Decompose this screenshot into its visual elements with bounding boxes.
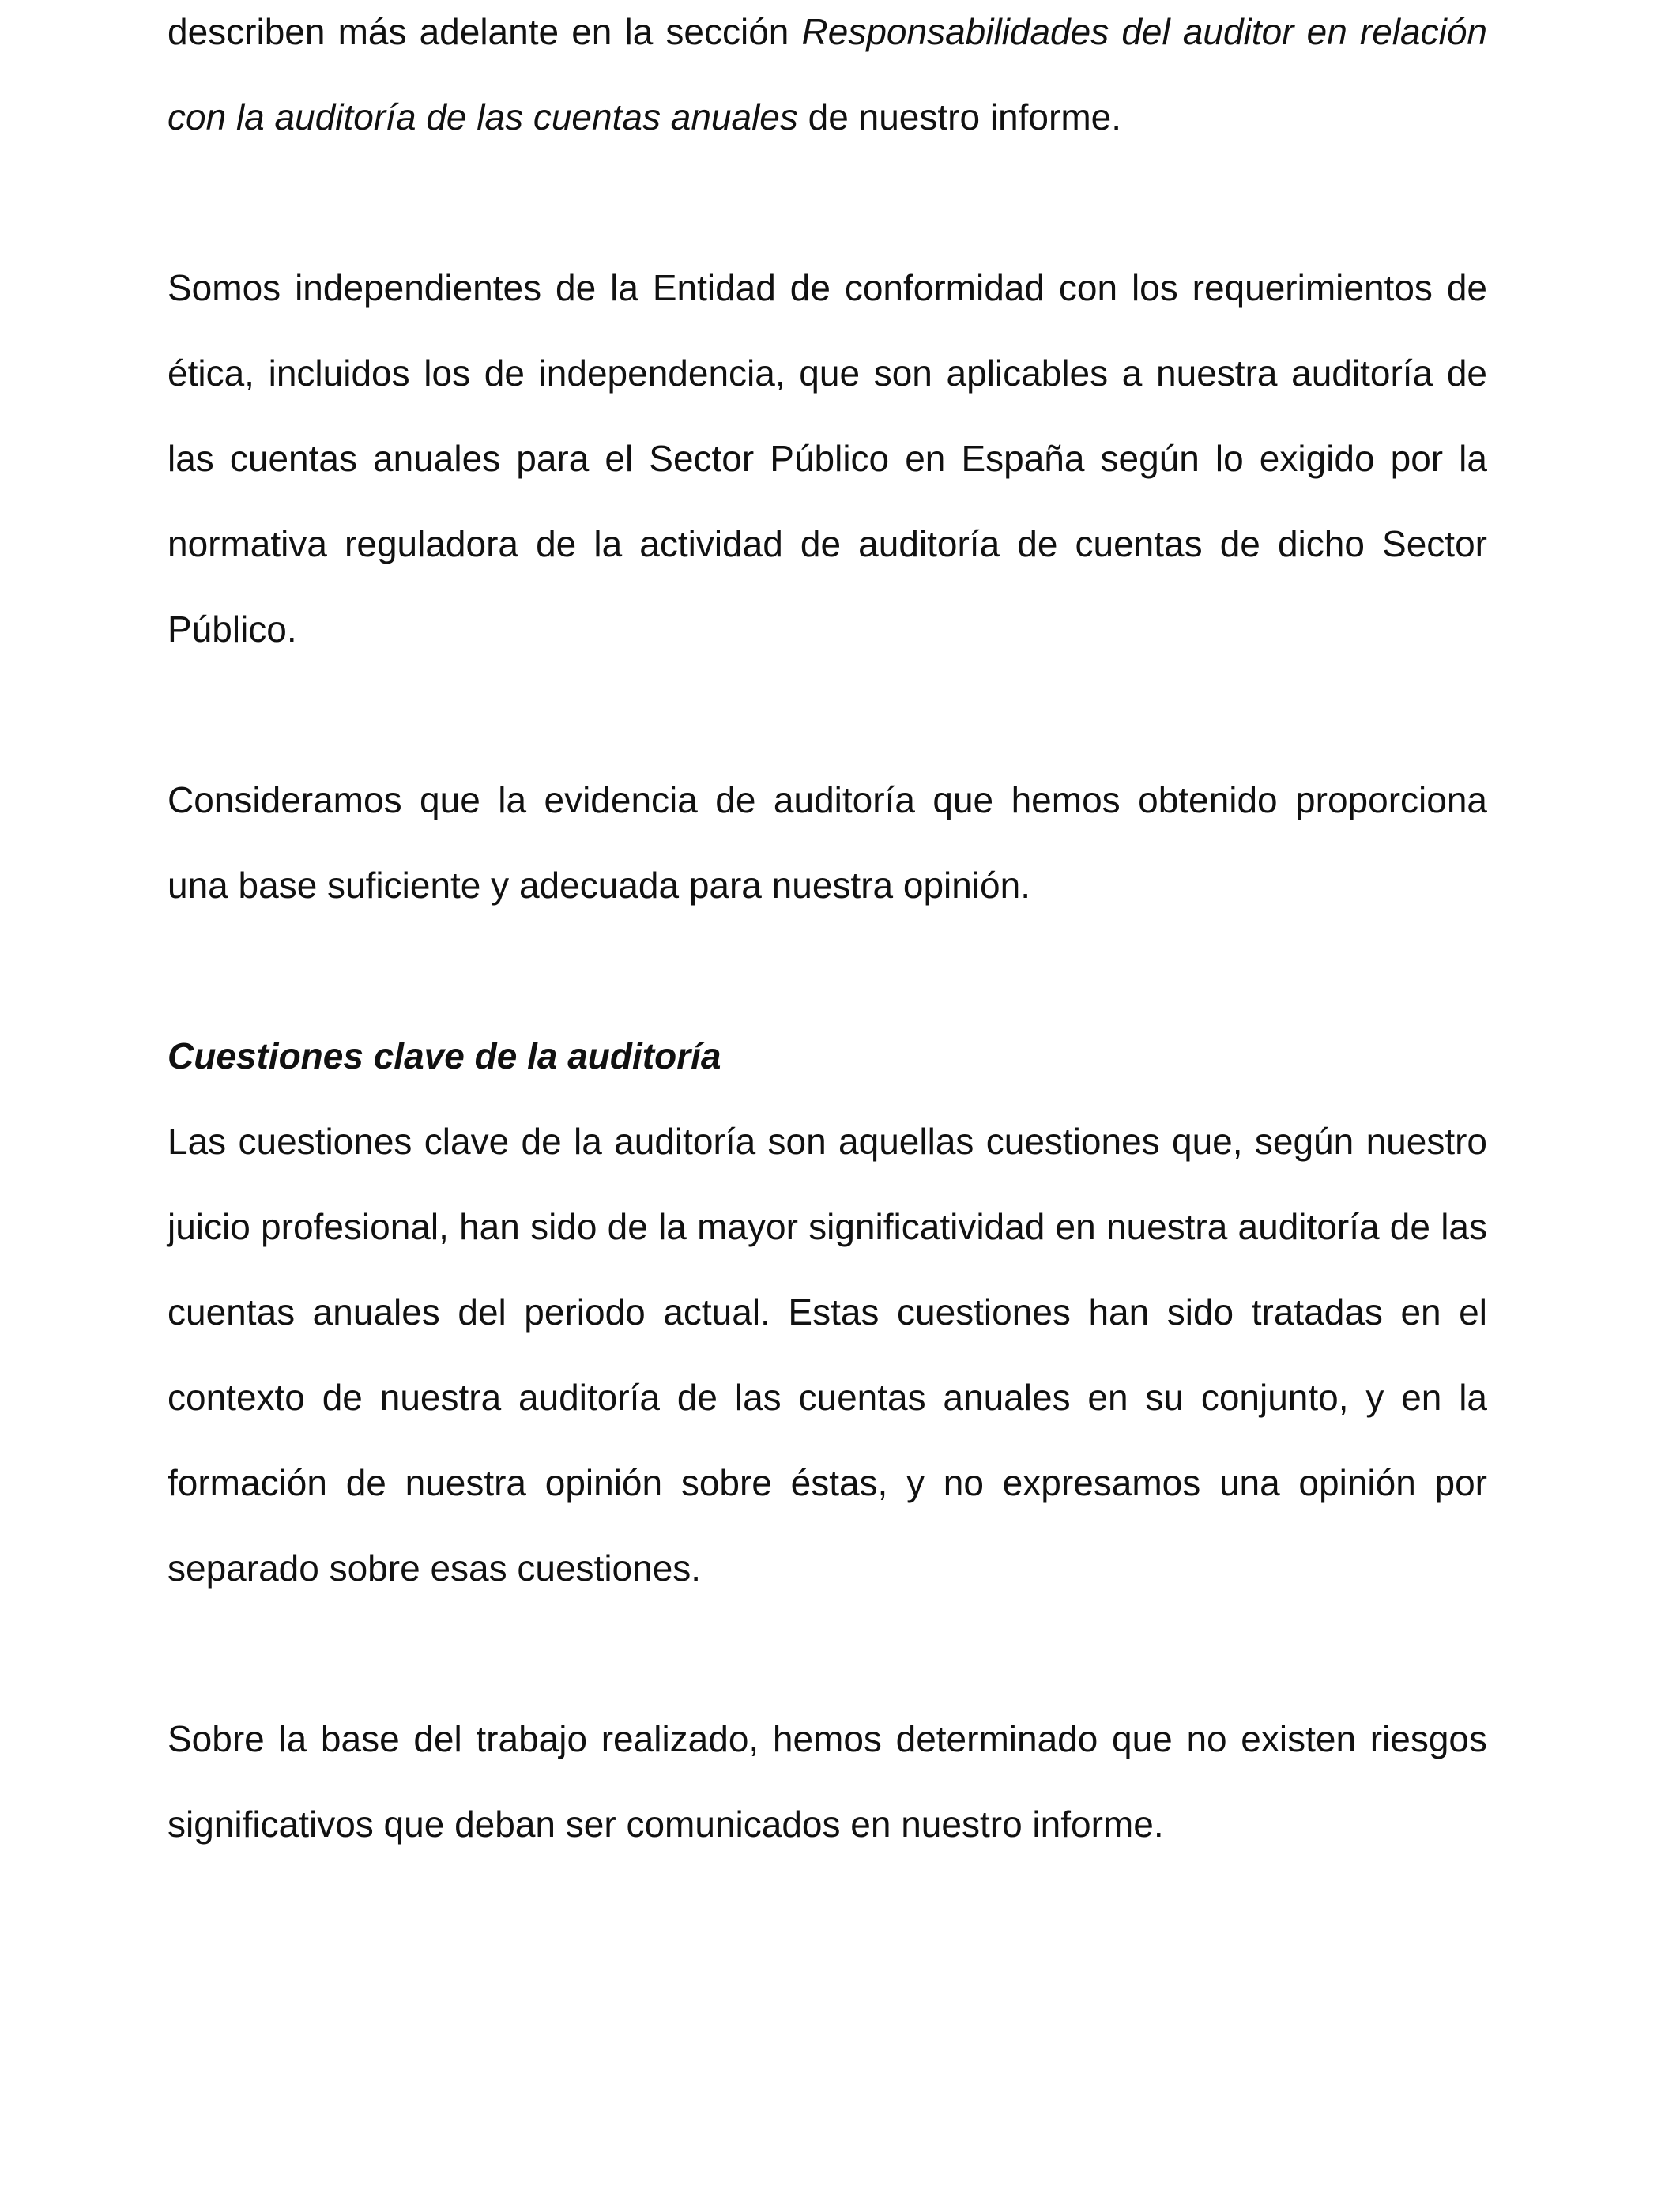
document-page xyxy=(168,0,1487,1867)
paragraph-text: describen más adelante en la sección xyxy=(168,11,802,52)
section-reference: Responsabilidades del auditor en relación con la auditoría de las cuentas anuales xyxy=(168,11,1487,138)
paragraph-conclusion: Sobre la base del trabajo realizado, hemos determinado que no existen riesgos significativos que deban ser comunicados en nuestro informe. xyxy=(168,1718,1487,1845)
paragraph-text: de nuestro informe. xyxy=(797,96,1121,138)
paragraph-evidencia: Consideramos que la evidencia de auditoría que hemos obtenido proporciona una base suficiente y adecuada para nuestra opinión. xyxy=(168,779,1487,906)
paragraph-responsabilidades xyxy=(168,0,1487,160)
paragraph-independencia: Somos independientes de la Entidad de conformidad con los requerimientos de ética, incluidos los de independencia, que son aplicables a nuestra auditoría de las cuentas anuales para el Sector Público en España según lo exigido por la normativa reguladora de la actividad de auditoría de cuentas de dicho Sector Público. xyxy=(168,267,1487,650)
section-heading: Cuestiones clave de la auditoría xyxy=(168,1035,721,1076)
paragraph-cuestiones-clave: Las cuestiones clave de la auditoría son aquellas cuestiones que, según nuestro juicio profesional, han sido de la mayor significatividad en nuestra auditoría de las cuentas anuales del periodo actual. Estas cuestiones han sido tratadas en el contexto de nuestra auditoría de las cuentas anuales en su conjunto, y en la formación de nuestra opinión sobre éstas, y no expresamos una opinión por separado sobre esas cuestiones. xyxy=(168,1121,1487,1589)
